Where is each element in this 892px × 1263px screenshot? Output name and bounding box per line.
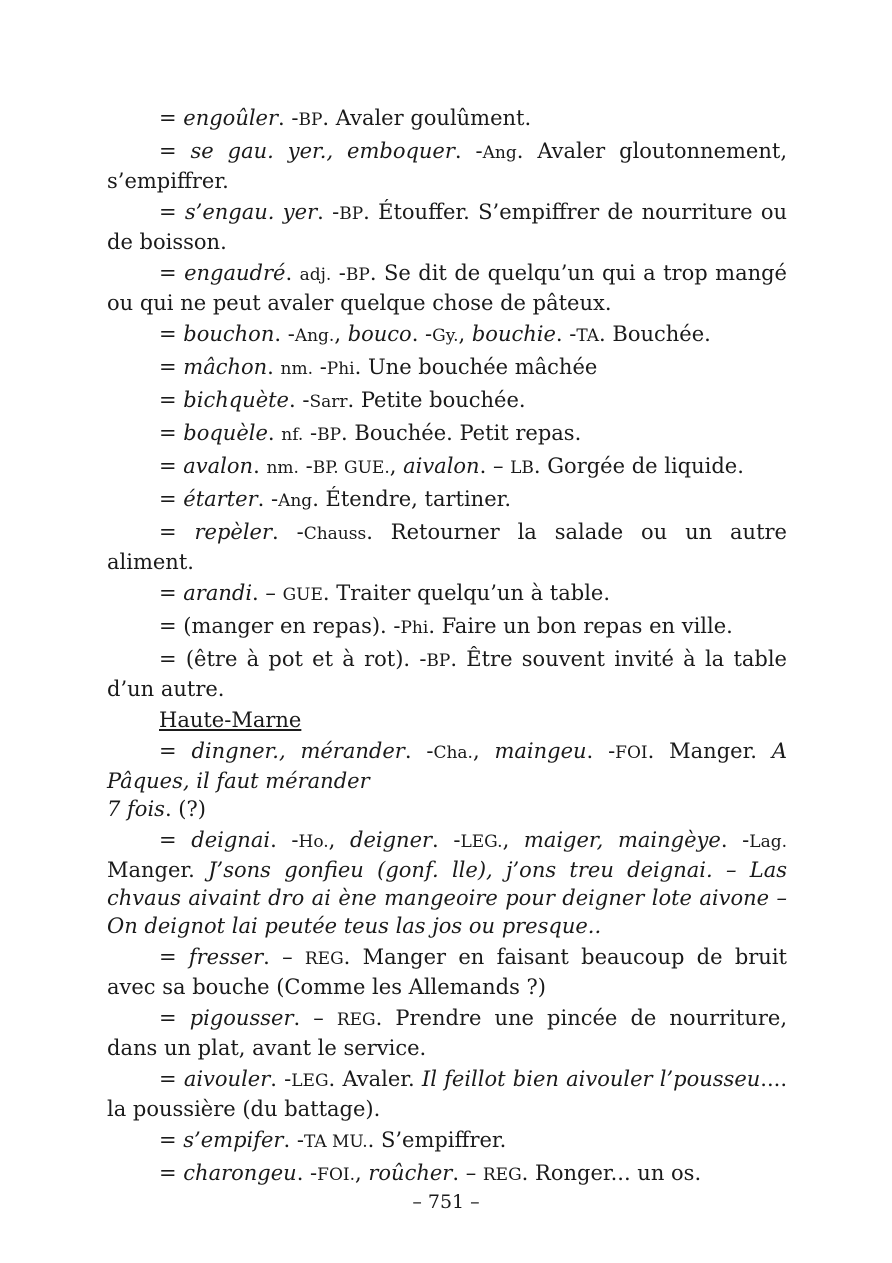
source-abbr: FOI. (317, 1165, 356, 1185)
entry-dingner (107, 737, 787, 823)
headword: engoûler (183, 106, 279, 130)
text: = (159, 828, 192, 852)
entry-engaudre (107, 259, 787, 317)
text: = (159, 1006, 190, 1030)
definition: . Avaler gloutonnement, s’empiffrer. (107, 139, 787, 193)
text: . - (586, 739, 616, 763)
text: = (159, 945, 189, 969)
source-abbr: BP (298, 110, 323, 130)
text: . - (272, 520, 304, 544)
text: . (267, 355, 281, 379)
source-abbr: Phi (400, 618, 429, 638)
headword: fresser (188, 945, 264, 969)
entry-se-gauyer (107, 137, 787, 195)
text: , (502, 828, 524, 852)
text: = (159, 200, 185, 224)
entry-sempifer (107, 1126, 787, 1156)
source-abbr: Ang (482, 143, 517, 163)
example: Il feillot bien aivouler l’pousseu (421, 1067, 761, 1091)
source-abbr: TA (576, 326, 600, 346)
headword: charongeu (183, 1161, 297, 1185)
definition: . Étendre, tartiner. (312, 487, 512, 511)
text: , (389, 454, 404, 478)
headword: maingeu (494, 739, 587, 763)
text: . - (404, 739, 434, 763)
text: = (159, 388, 184, 412)
text: . - (257, 487, 279, 511)
source-abbr: Ang (278, 491, 313, 511)
text: . - (289, 388, 310, 412)
text: . - (720, 828, 750, 852)
text: - (331, 261, 346, 285)
source-abbr: LB (510, 458, 534, 478)
headword: deignai (191, 828, 271, 852)
definition: . Prendre une pincée de nourriture, dans un plat, avant le service. (107, 1006, 787, 1060)
headword: s’engau. yer (184, 200, 318, 224)
text: . (253, 454, 267, 478)
source-abbr: BP (317, 425, 342, 445)
entry-engouler (107, 104, 787, 134)
entry-machon (107, 353, 787, 383)
text: = (159, 520, 195, 544)
definition: . Ronger... un os. (521, 1161, 702, 1185)
headword: s’empifer (183, 1128, 284, 1152)
definition: . Avaler. (328, 1067, 422, 1091)
headword: arandi (183, 581, 253, 605)
definition: Manger. (107, 858, 209, 882)
text: . (?) (164, 797, 206, 821)
headword: roûcher (368, 1161, 453, 1185)
entry-avalon (107, 452, 787, 482)
text: = (159, 106, 184, 130)
text: . - (274, 322, 295, 346)
grammar-abbr: adj. (299, 265, 332, 285)
source-abbr: Gy. (432, 326, 459, 346)
headword: bouco (347, 322, 412, 346)
source-abbr: BP (345, 265, 370, 285)
section-heading: Haute-Marne (159, 708, 302, 732)
definition: . Retourner la salade ou un autre aliment. (107, 520, 787, 574)
entry-bouchon (107, 320, 787, 350)
text: . (267, 421, 282, 445)
page-number: – 751 – (412, 1191, 480, 1213)
source-abbr: Ang. (294, 326, 335, 346)
text: .... la poussière (du battage). (107, 1067, 787, 1121)
definition: . Avaler goulûment. (322, 106, 532, 130)
entry-bichquete (107, 386, 787, 416)
definition: . Être souvent invité à la table d’un autre. (107, 647, 787, 701)
text: . - (270, 1067, 292, 1091)
definition: . Une bouchée mâchée (354, 355, 598, 379)
grammar-abbr: nf. (281, 425, 304, 445)
text: , (458, 322, 472, 346)
headword: bichquète (183, 388, 289, 412)
text: - (298, 454, 313, 478)
text: = (159, 139, 191, 163)
entry-pigousser (107, 1004, 787, 1062)
headword: engaudré (184, 261, 286, 285)
text: - (313, 355, 327, 379)
text: = (159, 581, 184, 605)
text: = (159, 739, 192, 763)
headword: deigner (350, 828, 433, 852)
text: = (159, 355, 184, 379)
headword: aivalon (403, 454, 480, 478)
entry-etre-a-pot (107, 645, 787, 703)
source-abbr: LEG (291, 1071, 329, 1091)
text: . - (296, 1161, 318, 1185)
source-abbr: Sarr (309, 392, 348, 412)
text: . – (479, 454, 511, 478)
text: , (334, 322, 348, 346)
definition: . Bouchée. Petit repas. (341, 421, 582, 445)
entry-sengauyer (107, 198, 787, 256)
source-abbr: Chauss (303, 524, 367, 544)
source-abbr: REG (336, 1010, 376, 1030)
headword: repèler (194, 520, 273, 544)
source-abbr: LEG. (460, 832, 503, 852)
source-abbr: GUE (282, 585, 323, 605)
headword: aivouler (183, 1067, 271, 1091)
entry-charongeu (107, 1159, 787, 1189)
text: = (être à pot et à rot). - (159, 647, 427, 671)
text: . - (317, 200, 340, 224)
definition: . Se dit de quelqu’un qui a trop mangé ou qui ne peut avaler quelque chose de pâteux. (107, 261, 787, 315)
source-abbr: REG (482, 1165, 522, 1185)
source-abbr: REG (304, 949, 344, 969)
headword: bouchon (183, 322, 275, 346)
text: , (328, 828, 351, 852)
text: . - (555, 322, 577, 346)
text: = (159, 261, 185, 285)
text: . - (411, 322, 433, 346)
text: - (303, 421, 318, 445)
entry-boquele (107, 419, 787, 449)
definition: . S’empiffrer. (367, 1128, 507, 1152)
text: . – (252, 581, 283, 605)
grammar-abbr: nm. (266, 458, 299, 478)
entry-aivouler (107, 1065, 787, 1123)
source-abbr: Cha. (433, 743, 473, 763)
example: 7 fois (107, 797, 165, 821)
example: A Pâques, il faut mérander (107, 739, 787, 793)
source-abbr: TA MU. (303, 1132, 368, 1152)
text: . - (270, 828, 299, 852)
entry-manger-en-repas (107, 612, 787, 642)
entry-repeler (107, 518, 787, 576)
text: = (159, 1128, 184, 1152)
source-abbr: BP (426, 651, 451, 671)
entry-etarter (107, 485, 787, 515)
text: = (159, 322, 184, 346)
text: . - (454, 139, 483, 163)
source-abbr: BP. GUE. (312, 458, 390, 478)
headword: maiger, maingèye (523, 828, 721, 852)
text: , (472, 739, 495, 763)
text: . – (293, 1006, 337, 1030)
definition: . Traiter quelqu’un à table. (322, 581, 611, 605)
entry-arandi (107, 579, 787, 609)
headword: pigousser (189, 1006, 294, 1030)
text: = (manger en repas). - (159, 614, 401, 638)
entry-deignai (107, 826, 787, 940)
headword: avalon (183, 454, 254, 478)
headword: bouchie (471, 322, 556, 346)
headword: boquèle (183, 421, 268, 445)
definition: . Petite bouchée. (347, 388, 526, 412)
source-abbr: Phi (326, 359, 355, 379)
text: . - (283, 1128, 304, 1152)
text: = (159, 1067, 184, 1091)
text: . (285, 261, 300, 285)
text: . - (432, 828, 461, 852)
headword: se gau. yer., emboquer (190, 139, 455, 163)
entry-fresser (107, 943, 787, 1001)
definition: . Gorgée de liquide. (533, 454, 744, 478)
headword: étarter (183, 487, 258, 511)
source-abbr: FOI (615, 743, 648, 763)
text: , (355, 1161, 369, 1185)
grammar-abbr: nm. (280, 359, 314, 379)
text: = (159, 487, 184, 511)
text: . – (263, 945, 305, 969)
text: . – (452, 1161, 483, 1185)
definition: . Manger en faisant beaucoup de bruit avec sa bouche (Comme les Allemands ?) (107, 945, 787, 999)
text: = (159, 454, 184, 478)
headword: mâchon (183, 355, 268, 379)
text: = (159, 1161, 184, 1185)
example: J’sons gonfieu (gonf. lle), j’ons treu deignai. – Las chvaus aivaint dro ai ène mangeoire pour deigner lote aivone – On deignot lai peutée teus las jos ou presque.. (107, 858, 787, 938)
definition: . Étouffer. S’empiffrer de nourriture ou de boisson. (107, 200, 788, 254)
headword: dingner., mérander (191, 739, 405, 763)
source-abbr: Ho. (298, 832, 329, 852)
text: . - (278, 106, 299, 130)
document-page (107, 104, 787, 1192)
text: . Manger. (647, 739, 772, 763)
definition: . Bouchée. (599, 322, 711, 346)
text: = (159, 421, 184, 445)
source-abbr: Lag. (749, 832, 787, 852)
source-abbr: BP (339, 204, 364, 224)
definition: . Faire un bon repas en ville. (428, 614, 733, 638)
